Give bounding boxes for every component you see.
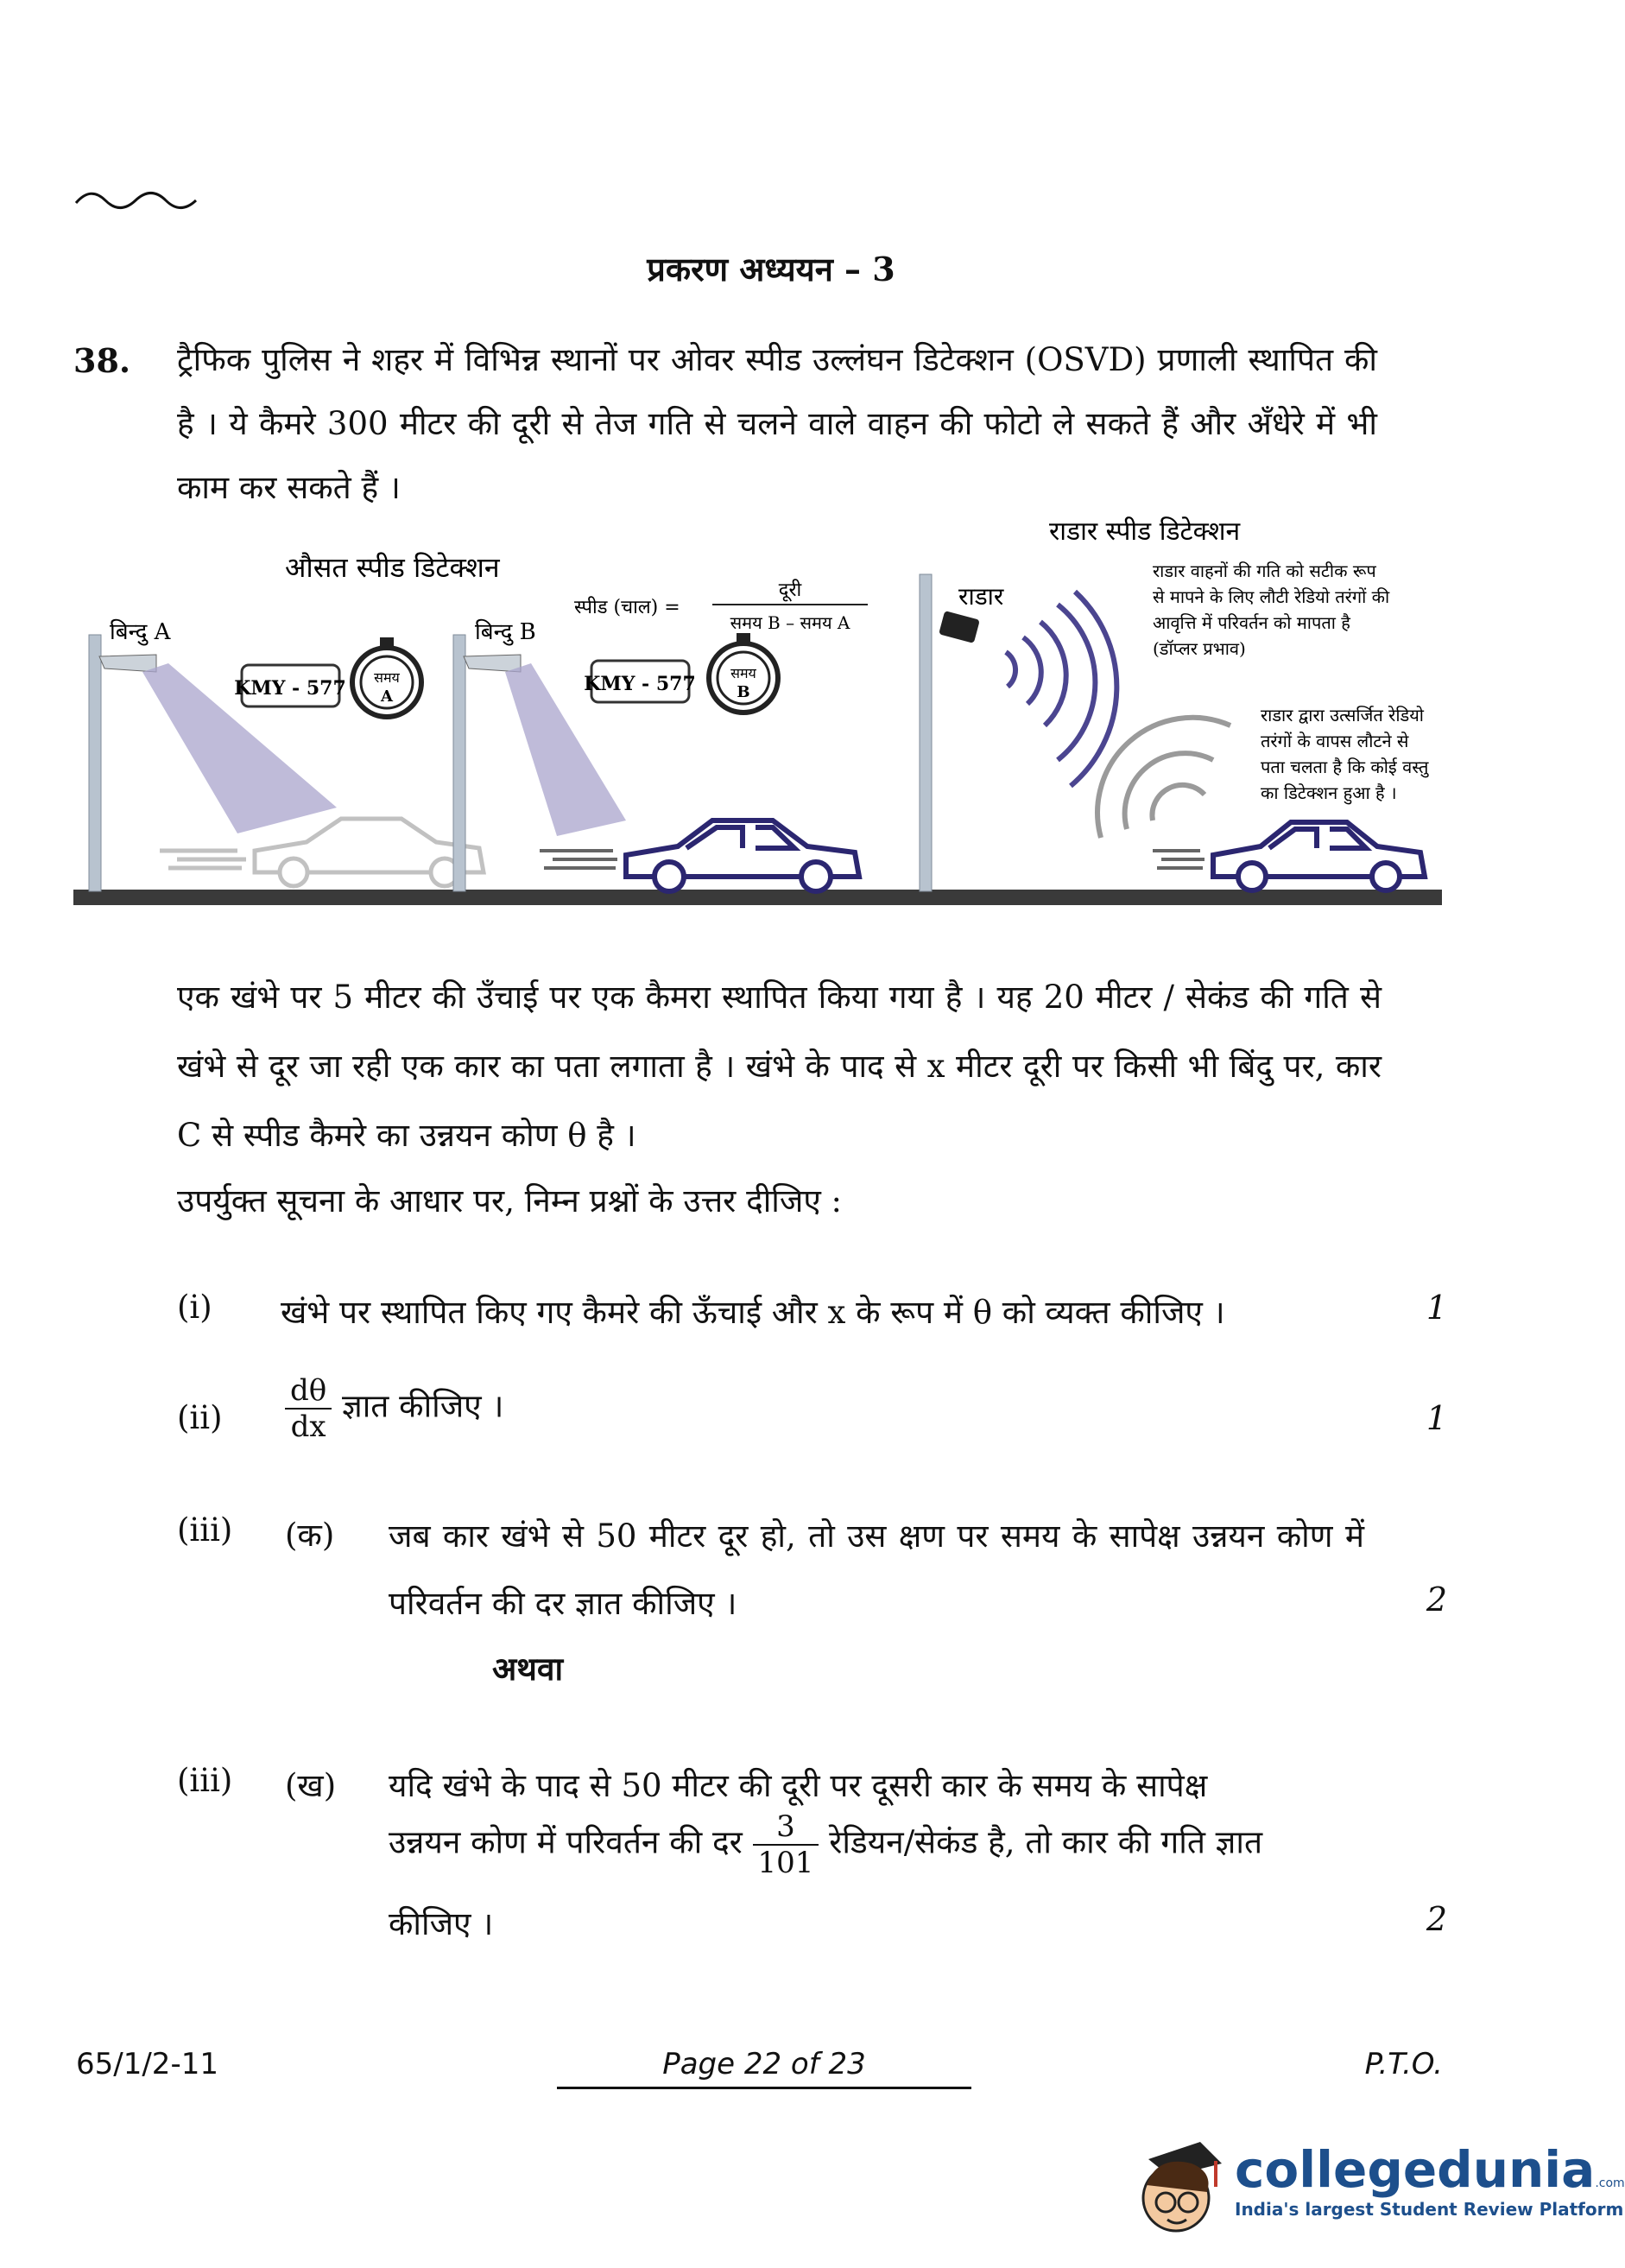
radar-note-1-line: राडार वाहनों की गति को सटीक रूप — [1153, 561, 1376, 581]
license-plate-1-text: KMY - 577 — [234, 677, 346, 700]
license-plate-2-text: KMY - 577 — [584, 673, 696, 695]
q3a-text: जब कार खंभे से 50 मीटर दूर हो, तो उस क्षण पर समय के सापेक्ष उन्नयन कोण में परिवर्तन की दर ज्ञात कीजिए । — [389, 1517, 1364, 1622]
camera-b-icon — [464, 655, 521, 672]
radar-note-1-line: से मापने के लिए लौटी रेडियो तरंगों की — [1153, 586, 1390, 607]
q2-label: (ii) — [177, 1399, 223, 1436]
speed-detection-figure — [73, 510, 1455, 915]
q3b-text-2a: उन्नयन कोण में परिवर्तन की दर — [389, 1823, 743, 1861]
car-faded-icon — [160, 819, 484, 886]
fraction-denominator: dx — [290, 1410, 326, 1444]
radar-note-2-line: तरंगों के वापस लौटने से — [1261, 731, 1409, 751]
brand-name: collegedunia — [1235, 2140, 1596, 2199]
q1-label: (i) — [177, 1289, 212, 1326]
q3b-line-1: यदि खंभे के पाद से 50 मीटर की दूरी पर दूसरी कार के समय के सापेक्ष — [389, 1767, 1208, 1804]
radar-car-icon — [1153, 822, 1425, 890]
brand-tld: .com — [1595, 2176, 1625, 2190]
q3b-label: (iii) — [177, 1762, 233, 1799]
radar-label: राडार — [958, 582, 1004, 611]
fraction-numerator: dθ — [285, 1373, 332, 1410]
car-icon — [540, 820, 859, 891]
page-number: Page 22 of 23 — [557, 2047, 971, 2089]
q3b-text-2b: रेडियन/सेकंड है, तो कार की गति ज्ञात — [829, 1823, 1263, 1861]
radar-note-2-line: राडार द्वारा उत्सर्जित रेडियो — [1261, 705, 1424, 725]
radar-note-1-line: आवृत्ति में परिवर्तन को मापता है — [1153, 612, 1350, 633]
radar-note-2-line: पता चलता है कि कोई वस्तु — [1261, 757, 1429, 777]
q3a-sub: (क) — [285, 1517, 335, 1554]
radar-note-1-line: (डॉप्लर प्रभाव) — [1153, 638, 1246, 659]
radar-device-icon — [939, 611, 980, 643]
question-number: 38. — [73, 341, 131, 380]
radar-pole — [920, 574, 932, 891]
radar-title: राडार स्पीड डिटेक्शन — [1049, 516, 1241, 547]
point-b-label: बिन्दु B — [475, 619, 536, 645]
radar-note-2 — [1261, 705, 1429, 805]
stopwatch-b-top — [737, 633, 750, 642]
return-waves-icon — [1097, 718, 1230, 838]
q3b-sub: (ख) — [285, 1767, 337, 1804]
mascot-logo-icon — [1131, 2125, 1226, 2246]
instruction-text: उपर्युक्त सूचना के आधार पर, निम्न प्रश्नों के उत्तर दीजिए : — [177, 1182, 843, 1220]
q3b-line-3: कीजिए । — [389, 1905, 494, 1942]
q3b-line-2 — [389, 1809, 1364, 1880]
stopwatch-b-letter: B — [737, 683, 750, 701]
q3a-label: (iii) — [177, 1511, 233, 1549]
camera-a-icon — [99, 655, 156, 672]
road — [73, 890, 1442, 905]
or-divider: अथवा — [492, 1650, 564, 1688]
stopwatch-b-label: समय — [730, 665, 756, 681]
derivative-fraction — [285, 1373, 332, 1444]
stopwatch-a-letter: A — [381, 687, 393, 706]
stopwatch-a-top — [380, 637, 394, 646]
formula-lhs: स्पीड (चाल) = — [574, 597, 680, 618]
paper-code: 65/1/2-11 — [76, 2047, 218, 2081]
rate-fraction — [753, 1809, 819, 1880]
radar-note-2-line: का डिटेक्शन हुआ है । — [1261, 782, 1397, 803]
q1-marks: 1 — [1426, 1289, 1447, 1327]
case-study-heading: प्रकरण अध्ययन – 3 — [647, 250, 895, 288]
avg-speed-title: औसत स्पीड डिटेक्शन — [285, 551, 500, 584]
radar-note-1 — [1153, 561, 1390, 659]
brand-tagline: India's largest Student Review Platform — [1235, 2199, 1624, 2220]
radar-waves-icon — [1006, 592, 1116, 786]
formula-denominator: समय B – समय A — [730, 612, 850, 633]
q2-marks: 1 — [1426, 1399, 1447, 1437]
point-a-label: बिन्दु A — [110, 619, 171, 645]
pto-text: P.T.O. — [1364, 2047, 1443, 2081]
q2-expression — [285, 1373, 503, 1444]
q3b-marks: 2 — [1426, 1900, 1447, 1938]
formula-numerator: दूरी — [778, 580, 802, 601]
fraction-denominator: 101 — [757, 1846, 814, 1880]
pole-a — [89, 635, 101, 891]
squiggle-ornament — [73, 181, 203, 216]
brand-block — [1235, 2140, 1625, 2220]
q3a-marks: 2 — [1426, 1581, 1447, 1619]
pole-b — [453, 635, 465, 891]
q2-text: ज्ञात कीजिए । — [342, 1387, 504, 1425]
case-description: एक खंभे पर 5 मीटर की उँचाई पर एक कैमरा स्थापित किया गया है । यह 20 मीटर / सेकंड की गति से खंभे से दूर जा रही एक कार का पता लगाता है । खंभे के पाद से x मीटर दूरी पर किसी भी बिंदु पर, कार C से स्पीड कैमरे का उन्नयन कोण θ है । — [177, 979, 1382, 1154]
q1-text: खंभे पर स्थापित किए गए कैमरे की ऊँचाई और x के रूप में θ को व्यक्त कीजिए । — [281, 1294, 1225, 1331]
stopwatch-a-label: समय — [374, 669, 400, 686]
question-intro: ट्रैफिक पुलिस ने शहर में विभिन्न स्थानों पर ओवर स्पीड उल्लंघन डिटेक्शन (OSVD) प्रणाली स्थापित की है । ये कैमरे 300 मीटर की दूरी से तेज गति से चलने वाले वाहन की फोटो ले सकते हैं और अँधेरे में भी काम कर सकते हैं । — [177, 341, 1377, 506]
fraction-numerator: 3 — [753, 1809, 819, 1846]
